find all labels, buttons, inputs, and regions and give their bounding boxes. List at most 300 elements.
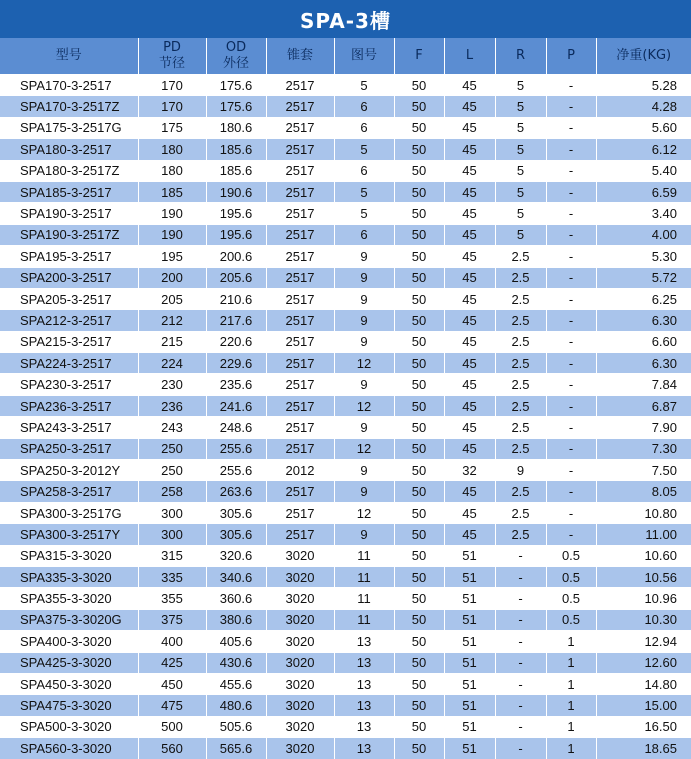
cell-drawing: 9 — [334, 246, 394, 267]
cell-drawing: 12 — [334, 502, 394, 523]
cell-r: - — [495, 588, 546, 609]
cell-model: SPA258-3-2517 — [0, 481, 138, 502]
cell-model: SPA425-3-3020 — [0, 652, 138, 673]
cell-drawing: 13 — [334, 652, 394, 673]
table-row — [0, 160, 691, 181]
cell-weight: 10.96 — [596, 588, 691, 609]
cell-r: - — [495, 716, 546, 737]
cell-model: SPA300-3-2517G — [0, 502, 138, 523]
table-row — [0, 631, 691, 652]
cell-bushing: 2517 — [266, 310, 334, 331]
cell-p: 1 — [546, 652, 596, 673]
cell-od: 195.6 — [206, 203, 266, 224]
cell-drawing: 9 — [334, 267, 394, 288]
cell-l: 45 — [444, 246, 495, 267]
cell-od: 340.6 — [206, 566, 266, 587]
cell-bushing: 2517 — [266, 224, 334, 245]
cell-pd: 180 — [138, 160, 206, 181]
cell-bushing: 3020 — [266, 738, 334, 759]
cell-drawing: 11 — [334, 588, 394, 609]
cell-drawing: 9 — [334, 310, 394, 331]
cell-od: 195.6 — [206, 224, 266, 245]
cell-f: 50 — [394, 160, 444, 181]
cell-pd: 236 — [138, 395, 206, 416]
cell-model: SPA355-3-3020 — [0, 588, 138, 609]
cell-model: SPA250-3-2517 — [0, 438, 138, 459]
cell-l: 45 — [444, 438, 495, 459]
cell-od: 175.6 — [206, 96, 266, 117]
column-header-weight — [596, 38, 691, 75]
cell-p: - — [546, 438, 596, 459]
cell-f: 50 — [394, 673, 444, 694]
cell-model: SPA195-3-2517 — [0, 246, 138, 267]
cell-weight: 8.05 — [596, 481, 691, 502]
header-row — [0, 38, 691, 75]
column-header-text: 型号 — [55, 48, 82, 63]
cell-pd: 450 — [138, 673, 206, 694]
cell-f: 50 — [394, 310, 444, 331]
cell-od: 185.6 — [206, 139, 266, 160]
cell-weight: 7.50 — [596, 460, 691, 481]
cell-p: - — [546, 331, 596, 352]
cell-p: - — [546, 224, 596, 245]
cell-model: SPA180-3-2517 — [0, 139, 138, 160]
cell-p: - — [546, 460, 596, 481]
cell-od: 200.6 — [206, 246, 266, 267]
cell-f: 50 — [394, 545, 444, 566]
table-row — [0, 96, 691, 117]
cell-f: 50 — [394, 96, 444, 117]
cell-bushing: 3020 — [266, 716, 334, 737]
cell-od: 263.6 — [206, 481, 266, 502]
cell-f: 50 — [394, 631, 444, 652]
cell-bushing: 2517 — [266, 417, 334, 438]
cell-r: 2.5 — [495, 374, 546, 395]
cell-p: 1 — [546, 673, 596, 694]
cell-f: 50 — [394, 695, 444, 716]
cell-weight: 7.30 — [596, 438, 691, 459]
cell-model: SPA475-3-3020 — [0, 695, 138, 716]
cell-od: 220.6 — [206, 331, 266, 352]
cell-r: 2.5 — [495, 417, 546, 438]
cell-bushing: 2517 — [266, 395, 334, 416]
cell-f: 50 — [394, 353, 444, 374]
cell-r: 2.5 — [495, 267, 546, 288]
cell-r: - — [495, 545, 546, 566]
table-row — [0, 75, 691, 96]
table-row — [0, 673, 691, 694]
cell-model: SPA205-3-2517 — [0, 288, 138, 309]
cell-model: SPA243-3-2517 — [0, 417, 138, 438]
cell-weight: 10.56 — [596, 566, 691, 587]
cell-p: 1 — [546, 631, 596, 652]
table-row — [0, 181, 691, 202]
cell-model: SPA560-3-3020 — [0, 738, 138, 759]
cell-r: - — [495, 652, 546, 673]
cell-r: 2.5 — [495, 438, 546, 459]
cell-bushing: 3020 — [266, 566, 334, 587]
cell-f: 50 — [394, 181, 444, 202]
cell-od: 185.6 — [206, 160, 266, 181]
cell-model: SPA190-3-2517Z — [0, 224, 138, 245]
cell-bushing: 2517 — [266, 353, 334, 374]
cell-weight: 11.00 — [596, 524, 691, 545]
cell-r: 2.5 — [495, 502, 546, 523]
cell-model: SPA175-3-2517G — [0, 117, 138, 138]
table-row — [0, 481, 691, 502]
cell-r: 5 — [495, 181, 546, 202]
cell-bushing: 2517 — [266, 139, 334, 160]
cell-bushing: 2517 — [266, 75, 334, 96]
cell-bushing: 2517 — [266, 331, 334, 352]
table-row — [0, 353, 691, 374]
table-row — [0, 545, 691, 566]
cell-model: SPA315-3-3020 — [0, 545, 138, 566]
table-row — [0, 716, 691, 737]
cell-weight: 7.90 — [596, 417, 691, 438]
cell-model: SPA180-3-2517Z — [0, 160, 138, 181]
cell-l: 51 — [444, 545, 495, 566]
cell-od: 305.6 — [206, 502, 266, 523]
cell-pd: 224 — [138, 353, 206, 374]
cell-f: 50 — [394, 288, 444, 309]
cell-f: 50 — [394, 652, 444, 673]
cell-bushing: 3020 — [266, 695, 334, 716]
table-row — [0, 224, 691, 245]
cell-l: 45 — [444, 353, 495, 374]
column-header-drawing — [334, 38, 394, 75]
cell-p: - — [546, 246, 596, 267]
table-row — [0, 310, 691, 331]
column-header-text: P — [567, 48, 575, 63]
cell-r: 2.5 — [495, 331, 546, 352]
cell-bushing: 2517 — [266, 502, 334, 523]
cell-p: 0.5 — [546, 566, 596, 587]
cell-l: 45 — [444, 417, 495, 438]
cell-l: 45 — [444, 117, 495, 138]
cell-od: 190.6 — [206, 181, 266, 202]
cell-weight: 6.60 — [596, 331, 691, 352]
cell-r: - — [495, 566, 546, 587]
table-row — [0, 609, 691, 630]
cell-weight: 6.25 — [596, 288, 691, 309]
cell-f: 50 — [394, 502, 444, 523]
cell-p: - — [546, 181, 596, 202]
cell-model: SPA224-3-2517 — [0, 353, 138, 374]
cell-pd: 500 — [138, 716, 206, 737]
cell-model: SPA250-3-2012Y — [0, 460, 138, 481]
cell-r: 5 — [495, 203, 546, 224]
cell-drawing: 6 — [334, 117, 394, 138]
cell-weight: 6.59 — [596, 181, 691, 202]
cell-drawing: 11 — [334, 545, 394, 566]
cell-od: 235.6 — [206, 374, 266, 395]
cell-drawing: 13 — [334, 716, 394, 737]
cell-p: - — [546, 267, 596, 288]
cell-bushing: 2517 — [266, 524, 334, 545]
cell-f: 50 — [394, 738, 444, 759]
column-header-text: 外径 — [222, 56, 249, 71]
cell-weight: 5.28 — [596, 75, 691, 96]
cell-pd: 375 — [138, 609, 206, 630]
column-header-l — [444, 38, 495, 75]
cell-p: - — [546, 288, 596, 309]
cell-f: 50 — [394, 566, 444, 587]
cell-l: 45 — [444, 139, 495, 160]
table-row — [0, 139, 691, 160]
cell-p: - — [546, 481, 596, 502]
table-row — [0, 374, 691, 395]
cell-bushing: 2517 — [266, 481, 334, 502]
cell-bushing: 2517 — [266, 96, 334, 117]
cell-pd: 475 — [138, 695, 206, 716]
cell-bushing: 3020 — [266, 673, 334, 694]
cell-weight: 6.30 — [596, 310, 691, 331]
cell-weight: 6.87 — [596, 395, 691, 416]
cell-l: 45 — [444, 374, 495, 395]
column-header-text: 锥套 — [286, 48, 313, 63]
cell-l: 45 — [444, 502, 495, 523]
cell-drawing: 6 — [334, 96, 394, 117]
cell-r: 2.5 — [495, 395, 546, 416]
cell-model: SPA200-3-2517 — [0, 267, 138, 288]
cell-r: 5 — [495, 96, 546, 117]
cell-l: 45 — [444, 331, 495, 352]
cell-od: 255.6 — [206, 460, 266, 481]
cell-p: - — [546, 417, 596, 438]
cell-weight: 10.30 — [596, 609, 691, 630]
cell-pd: 200 — [138, 267, 206, 288]
cell-l: 45 — [444, 310, 495, 331]
cell-l: 51 — [444, 673, 495, 694]
cell-model: SPA190-3-2517 — [0, 203, 138, 224]
cell-model: SPA230-3-2517 — [0, 374, 138, 395]
cell-r: 5 — [495, 160, 546, 181]
cell-l: 45 — [444, 160, 495, 181]
cell-f: 50 — [394, 75, 444, 96]
cell-drawing: 11 — [334, 609, 394, 630]
cell-model: SPA400-3-3020 — [0, 631, 138, 652]
cell-drawing: 13 — [334, 673, 394, 694]
cell-od: 565.6 — [206, 738, 266, 759]
cell-l: 51 — [444, 652, 495, 673]
cell-drawing: 12 — [334, 353, 394, 374]
table-row — [0, 331, 691, 352]
cell-model: SPA212-3-2517 — [0, 310, 138, 331]
cell-l: 45 — [444, 96, 495, 117]
cell-bushing: 2517 — [266, 203, 334, 224]
cell-od: 255.6 — [206, 438, 266, 459]
cell-bushing: 3020 — [266, 652, 334, 673]
cell-drawing: 9 — [334, 481, 394, 502]
cell-p: - — [546, 374, 596, 395]
cell-drawing: 5 — [334, 75, 394, 96]
cell-bushing: 3020 — [266, 609, 334, 630]
cell-p: 1 — [546, 738, 596, 759]
cell-r: 9 — [495, 460, 546, 481]
cell-p: - — [546, 395, 596, 416]
cell-f: 50 — [394, 481, 444, 502]
cell-drawing: 13 — [334, 695, 394, 716]
table-row — [0, 652, 691, 673]
cell-pd: 335 — [138, 566, 206, 587]
cell-pd: 215 — [138, 331, 206, 352]
cell-pd: 250 — [138, 438, 206, 459]
cell-od: 305.6 — [206, 524, 266, 545]
cell-drawing: 9 — [334, 374, 394, 395]
cell-od: 505.6 — [206, 716, 266, 737]
cell-p: - — [546, 75, 596, 96]
cell-l: 45 — [444, 267, 495, 288]
cell-p: 0.5 — [546, 588, 596, 609]
cell-od: 360.6 — [206, 588, 266, 609]
cell-drawing: 9 — [334, 417, 394, 438]
cell-pd: 300 — [138, 524, 206, 545]
cell-f: 50 — [394, 331, 444, 352]
cell-pd: 190 — [138, 203, 206, 224]
cell-p: - — [546, 524, 596, 545]
cell-weight: 10.60 — [596, 545, 691, 566]
cell-bushing: 3020 — [266, 631, 334, 652]
column-header-pd — [138, 38, 206, 75]
column-header-text: 图号 — [350, 48, 377, 63]
table-row — [0, 588, 691, 609]
cell-bushing: 2517 — [266, 117, 334, 138]
cell-l: 51 — [444, 738, 495, 759]
cell-pd: 400 — [138, 631, 206, 652]
table-row — [0, 502, 691, 523]
cell-l: 45 — [444, 481, 495, 502]
cell-model: SPA170-3-2517 — [0, 75, 138, 96]
cell-l: 45 — [444, 524, 495, 545]
cell-drawing: 6 — [334, 160, 394, 181]
cell-l: 45 — [444, 203, 495, 224]
cell-l: 45 — [444, 288, 495, 309]
cell-model: SPA500-3-3020 — [0, 716, 138, 737]
cell-model: SPA450-3-3020 — [0, 673, 138, 694]
cell-drawing: 13 — [334, 631, 394, 652]
cell-l: 45 — [444, 224, 495, 245]
cell-pd: 205 — [138, 288, 206, 309]
cell-bushing: 2517 — [266, 438, 334, 459]
cell-pd: 258 — [138, 481, 206, 502]
cell-weight: 5.72 — [596, 267, 691, 288]
cell-drawing: 5 — [334, 139, 394, 160]
cell-drawing: 13 — [334, 738, 394, 759]
cell-r: 5 — [495, 139, 546, 160]
cell-drawing: 9 — [334, 331, 394, 352]
cell-pd: 190 — [138, 224, 206, 245]
cell-od: 380.6 — [206, 609, 266, 630]
table-header — [0, 38, 691, 75]
cell-bushing: 2517 — [266, 160, 334, 181]
cell-weight: 18.65 — [596, 738, 691, 759]
cell-od: 241.6 — [206, 395, 266, 416]
cell-r: - — [495, 609, 546, 630]
cell-weight: 10.80 — [596, 502, 691, 523]
column-header-text: PD — [163, 40, 181, 55]
cell-model: SPA215-3-2517 — [0, 331, 138, 352]
cell-r: 2.5 — [495, 310, 546, 331]
cell-drawing: 9 — [334, 524, 394, 545]
cell-r: 5 — [495, 224, 546, 245]
cell-l: 51 — [444, 588, 495, 609]
table-row — [0, 417, 691, 438]
cell-r: 2.5 — [495, 288, 546, 309]
cell-bushing: 2517 — [266, 246, 334, 267]
cell-od: 248.6 — [206, 417, 266, 438]
table-row — [0, 267, 691, 288]
cell-f: 50 — [394, 374, 444, 395]
cell-l: 45 — [444, 395, 495, 416]
cell-l: 51 — [444, 609, 495, 630]
table-row — [0, 288, 691, 309]
cell-weight: 5.30 — [596, 246, 691, 267]
column-header-r — [495, 38, 546, 75]
cell-drawing: 9 — [334, 460, 394, 481]
cell-p: - — [546, 502, 596, 523]
cell-l: 51 — [444, 695, 495, 716]
cell-model: SPA236-3-2517 — [0, 395, 138, 416]
cell-f: 50 — [394, 139, 444, 160]
cell-drawing: 5 — [334, 203, 394, 224]
cell-od: 180.6 — [206, 117, 266, 138]
cell-p: 1 — [546, 695, 596, 716]
cell-f: 50 — [394, 203, 444, 224]
column-header-bushing — [266, 38, 334, 75]
column-header-text: F — [415, 48, 423, 63]
cell-f: 50 — [394, 716, 444, 737]
cell-pd: 175 — [138, 117, 206, 138]
cell-f: 50 — [394, 417, 444, 438]
cell-drawing: 6 — [334, 224, 394, 245]
cell-pd: 230 — [138, 374, 206, 395]
spec-table — [0, 38, 691, 759]
cell-model: SPA375-3-3020G — [0, 609, 138, 630]
column-header-od — [206, 38, 266, 75]
cell-pd: 560 — [138, 738, 206, 759]
cell-r: 2.5 — [495, 246, 546, 267]
cell-f: 50 — [394, 460, 444, 481]
table-row — [0, 395, 691, 416]
table-row — [0, 738, 691, 759]
cell-model: SPA170-3-2517Z — [0, 96, 138, 117]
cell-weight: 12.60 — [596, 652, 691, 673]
cell-p: 0.5 — [546, 609, 596, 630]
cell-weight: 4.28 — [596, 96, 691, 117]
cell-l: 51 — [444, 631, 495, 652]
cell-pd: 355 — [138, 588, 206, 609]
cell-r: - — [495, 631, 546, 652]
table-title: SPA-3槽 — [0, 0, 691, 38]
cell-model: SPA300-3-2517Y — [0, 524, 138, 545]
cell-pd: 170 — [138, 96, 206, 117]
cell-weight: 7.84 — [596, 374, 691, 395]
table-row — [0, 203, 691, 224]
cell-f: 50 — [394, 117, 444, 138]
cell-f: 50 — [394, 267, 444, 288]
cell-p: 0.5 — [546, 545, 596, 566]
cell-bushing: 2517 — [266, 374, 334, 395]
cell-weight: 3.40 — [596, 203, 691, 224]
cell-od: 205.6 — [206, 267, 266, 288]
cell-l: 51 — [444, 566, 495, 587]
cell-r: 2.5 — [495, 524, 546, 545]
cell-model: SPA335-3-3020 — [0, 566, 138, 587]
table-row — [0, 524, 691, 545]
cell-l: 51 — [444, 716, 495, 737]
cell-bushing: 2517 — [266, 288, 334, 309]
